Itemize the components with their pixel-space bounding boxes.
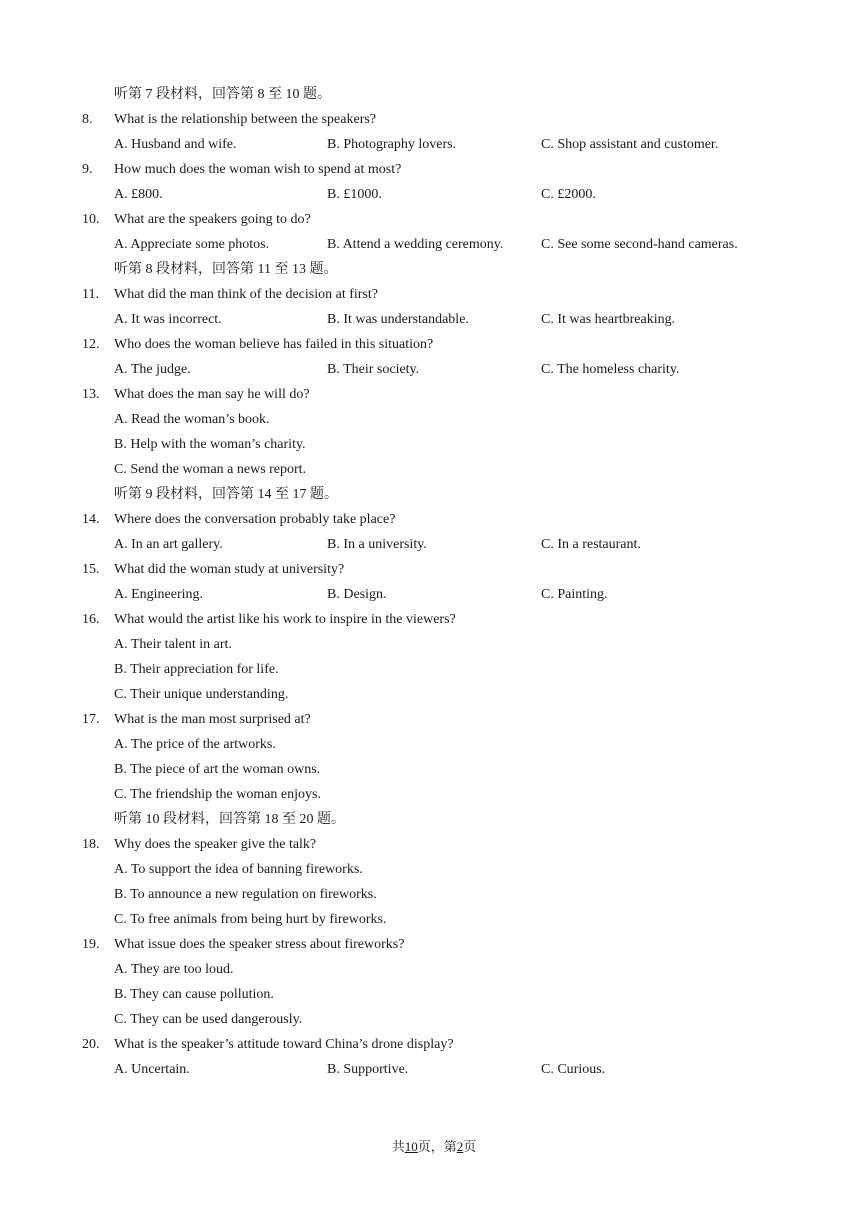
- question-number: 13.: [82, 387, 100, 402]
- option-c: C. The homeless charity.: [541, 362, 680, 377]
- footer-middle: 页，第: [417, 1139, 457, 1154]
- option-row: [82, 132, 782, 157]
- option-b: B. Photography lovers.: [327, 137, 457, 152]
- option-a: A. It was incorrect.: [114, 312, 222, 327]
- option-b: B. Supportive.: [327, 1062, 409, 1077]
- question-number: 17.: [82, 712, 100, 727]
- footer-current-page: 2: [456, 1139, 464, 1154]
- question-text: What is the relationship between the speakers?: [114, 112, 377, 127]
- option: C. They can be used dangerously.: [114, 1012, 303, 1027]
- question-text: What issue does the speaker stress about fireworks?: [114, 937, 405, 952]
- option: B. They can cause pollution.: [114, 987, 274, 1002]
- question-list: [82, 82, 782, 1082]
- question-number: 19.: [82, 937, 100, 952]
- option-a: A. Appreciate some photos.: [114, 237, 270, 252]
- option-b: B. Design.: [327, 587, 387, 602]
- option-a: A. Engineering.: [114, 587, 204, 602]
- question-text: How much does the woman wish to spend at most?: [114, 162, 402, 177]
- option-c: C. See some second-hand cameras.: [541, 237, 738, 252]
- option: A. The price of the artworks.: [114, 737, 276, 752]
- option: C. The friendship the woman enjoys.: [114, 787, 321, 802]
- question-text: What is the man most surprised at?: [114, 712, 311, 727]
- option: B. The piece of art the woman owns.: [114, 762, 321, 777]
- footer-suffix: 页: [463, 1139, 477, 1154]
- section-heading: 听第 10 段材料，回答第 18 至 20 题。: [114, 812, 345, 827]
- question-text: What did the woman study at university?: [114, 562, 345, 577]
- option-b: B. £1000.: [327, 187, 382, 202]
- option: B. Help with the woman’s charity.: [114, 437, 306, 452]
- question-number: 18.: [82, 837, 100, 852]
- option-c: C. In a restaurant.: [541, 537, 641, 552]
- option-row: [82, 1057, 782, 1082]
- question-text: Where does the conversation probably take place?: [114, 512, 396, 527]
- option: C. Their unique understanding.: [114, 687, 289, 702]
- section-heading: 听第 7 段材料，回答第 8 至 10 题。: [114, 87, 331, 102]
- question-number: 11.: [82, 287, 99, 302]
- option: A. They are too loud.: [114, 962, 234, 977]
- option-b: B. Their society.: [327, 362, 420, 377]
- option-c: C. Painting.: [541, 587, 608, 602]
- question-number: 14.: [82, 512, 100, 527]
- question: [82, 707, 782, 732]
- question: [82, 282, 782, 307]
- section-heading: 听第 9 段材料，回答第 14 至 17 题。: [114, 487, 338, 502]
- question: [82, 207, 782, 232]
- option-row: [82, 182, 782, 207]
- question-number: 10.: [82, 212, 100, 227]
- question: [82, 157, 782, 182]
- option-a: A. Uncertain.: [114, 1062, 190, 1077]
- option-c: C. It was heartbreaking.: [541, 312, 676, 327]
- option-row: [82, 582, 782, 607]
- option-row: [82, 357, 782, 382]
- question-number: 12.: [82, 337, 100, 352]
- question-number: 8.: [82, 112, 93, 127]
- footer-total-pages: 10: [404, 1139, 418, 1154]
- question: [82, 107, 782, 132]
- option-a: A. Husband and wife.: [114, 137, 237, 152]
- option-c: C. Curious.: [541, 1062, 606, 1077]
- option: B. To announce a new regulation on fireworks.: [114, 887, 377, 902]
- option-a: A. In an art gallery.: [114, 537, 223, 552]
- question: [82, 932, 782, 957]
- question-number: 16.: [82, 612, 100, 627]
- question-text: What are the speakers going to do?: [114, 212, 311, 227]
- option-b: B. It was understandable.: [327, 312, 469, 327]
- option-a: A. £800.: [114, 187, 163, 202]
- option: C. To free animals from being hurt by fireworks.: [114, 912, 387, 927]
- option: B. Their appreciation for life.: [114, 662, 279, 677]
- question: [82, 507, 782, 532]
- section-heading: 听第 8 段材料，回答第 11 至 13 题。: [114, 262, 338, 277]
- question: [82, 382, 782, 407]
- question-text: Who does the woman believe has failed in this situation?: [114, 337, 434, 352]
- option-c: C. £2000.: [541, 187, 596, 202]
- option: A. To support the idea of banning fireworks.: [114, 862, 363, 877]
- question-number: 15.: [82, 562, 100, 577]
- option-row: [82, 532, 782, 557]
- option: A. Their talent in art.: [114, 637, 232, 652]
- option-row: [82, 232, 782, 257]
- option-row: [82, 307, 782, 332]
- option-b: B. Attend a wedding ceremony.: [327, 237, 504, 252]
- question: [82, 1032, 782, 1057]
- question-text: What would the artist like his work to inspire in the viewers?: [114, 612, 456, 627]
- question-text: What does the man say he will do?: [114, 387, 310, 402]
- question-text: What did the man think of the decision at first?: [114, 287, 378, 302]
- option: A. Read the woman’s book.: [114, 412, 270, 427]
- footer-prefix: 共: [391, 1139, 405, 1154]
- question-number: 9.: [82, 162, 93, 177]
- option-a: A. The judge.: [114, 362, 191, 377]
- question-text: Why does the speaker give the talk?: [114, 837, 317, 852]
- option: C. Send the woman a news report.: [114, 462, 307, 477]
- question: [82, 832, 782, 857]
- question-text: What is the speaker’s attitude toward China’s drone display?: [114, 1037, 454, 1052]
- page-footer: [0, 1134, 868, 1159]
- question: [82, 607, 782, 632]
- question-number: 20.: [82, 1037, 100, 1052]
- option-c: C. Shop assistant and customer.: [541, 137, 719, 152]
- option-b: B. In a university.: [327, 537, 427, 552]
- question: [82, 557, 782, 582]
- question: [82, 332, 782, 357]
